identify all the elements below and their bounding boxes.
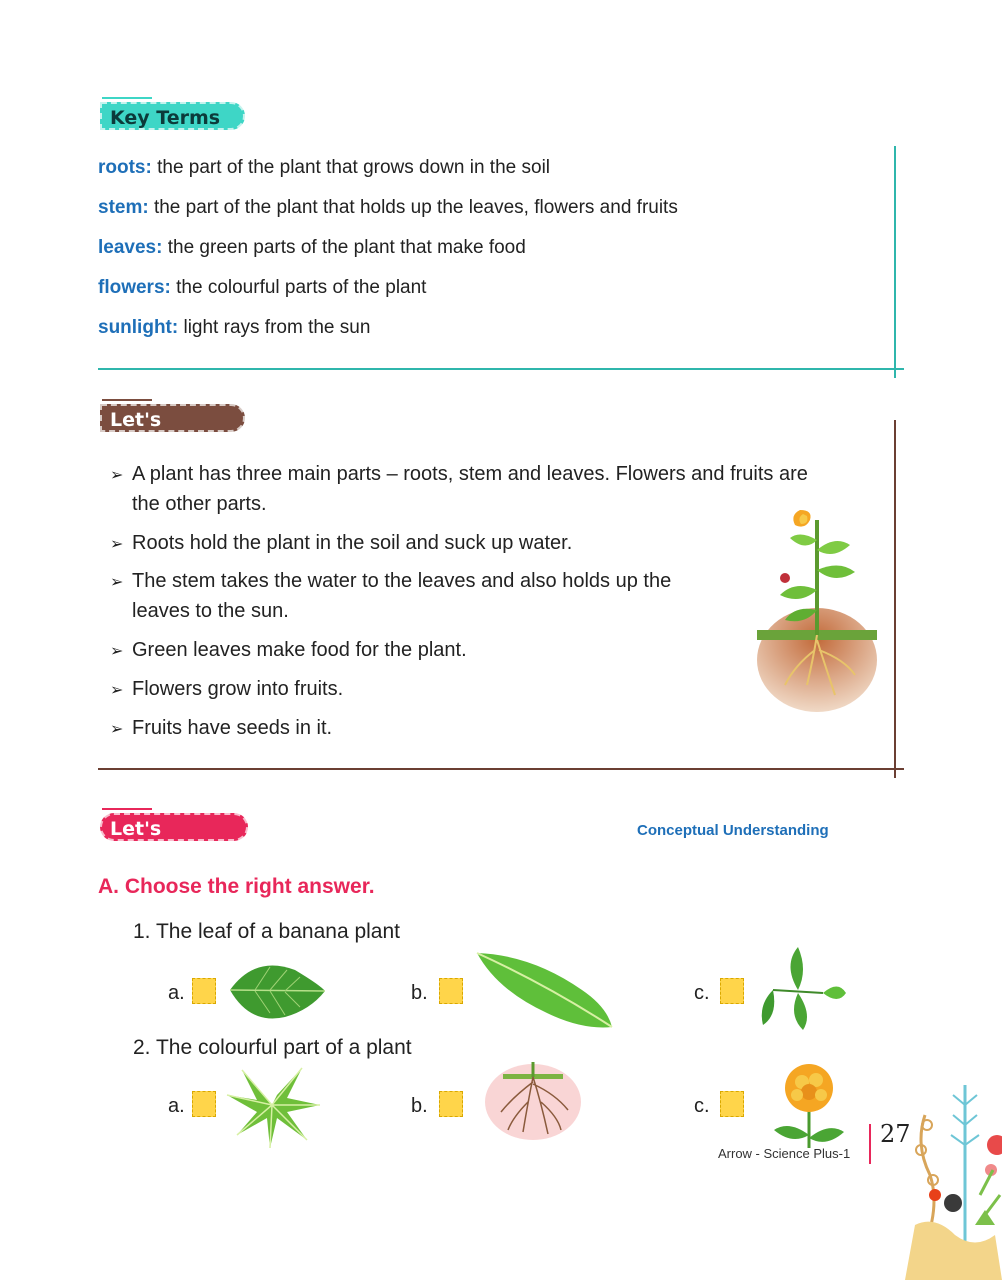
q2-option-a-label: a. — [168, 1095, 185, 1117]
banana-leaf-image — [472, 945, 617, 1035]
arrow-bullet-icon: ➢ — [110, 536, 124, 553]
footer-divider — [869, 1124, 871, 1164]
peepal-leaf-image — [225, 955, 330, 1025]
recall-tab: Let's Recall — [100, 404, 245, 432]
recall-item: ➢ Flowers grow into fruits. — [110, 674, 343, 706]
rose-leaf-image — [753, 945, 848, 1033]
recall-item: ➢ Roots hold the plant in the soil and suck up water. — [110, 528, 572, 560]
key-term-flowers: flowers: the colourful parts of the plant — [98, 277, 427, 298]
arrow-bullet-icon: ➢ — [110, 721, 124, 738]
question-1-text: 1. The leaf of a banana plant — [133, 920, 400, 943]
q1-option-a-label: a. — [168, 982, 185, 1004]
q1-option-b-label: b. — [411, 982, 428, 1004]
q1-option-b-checkbox[interactable] — [439, 978, 463, 1004]
revise-tab: Let's Revise — [100, 813, 248, 841]
plant-illustration — [755, 500, 880, 715]
key-terms-tab: Key Terms — [100, 102, 245, 130]
recall-border-right — [894, 420, 896, 778]
question-heading: A. Choose the right answer. — [98, 875, 375, 898]
recall-item: ➢ Green leaves make food for the plant. — [110, 635, 467, 667]
recall-item: ➢ The stem takes the water to the leaves and also holds up the leaves to the sun. — [110, 570, 672, 622]
q2-option-b-label: b. — [411, 1095, 428, 1117]
q1-option-a-checkbox[interactable] — [192, 978, 216, 1004]
marigold-flower-image — [764, 1060, 854, 1150]
key-term-leaves: leaves: the green parts of the plant that make food — [98, 237, 526, 258]
roots-image — [483, 1062, 583, 1142]
recall-item: ➢ A plant has three main parts – roots, stem and leaves. Flowers and fruits are the other parts. — [110, 463, 808, 515]
key-terms-border-right — [894, 146, 896, 378]
papaya-leaf-image — [222, 1060, 322, 1150]
arrow-bullet-icon: ➢ — [110, 574, 124, 591]
recall-border-bottom — [98, 768, 904, 770]
arrow-bullet-icon: ➢ — [110, 643, 124, 660]
key-term-stem: stem: the part of the plant that holds up the leaves, flowers and fruits — [98, 197, 678, 218]
q2-option-c-label: c. — [694, 1095, 710, 1117]
question-2-text: 2. The colourful part of a plant — [133, 1036, 412, 1059]
q1-option-c-checkbox[interactable] — [720, 978, 744, 1004]
q1-option-c-label: c. — [694, 982, 710, 1004]
arrow-bullet-icon: ➢ — [110, 467, 124, 484]
q2-option-a-checkbox[interactable] — [192, 1091, 216, 1117]
key-term-roots: roots: the part of the plant that grows down in the soil — [98, 157, 551, 178]
recall-item: ➢ Fruits have seeds in it. — [110, 713, 332, 745]
arrow-bullet-icon: ➢ — [110, 682, 124, 699]
page-number: 27 — [880, 1120, 911, 1148]
key-terms-border-bottom — [98, 368, 904, 370]
floral-decoration-image — [905, 1075, 1002, 1280]
conceptual-understanding-label: Conceptual Understanding — [637, 822, 829, 839]
q2-option-b-checkbox[interactable] — [439, 1091, 463, 1117]
key-term-sunlight: sunlight: light rays from the sun — [98, 317, 371, 338]
footer-book-title: Arrow - Science Plus-1 — [718, 1146, 851, 1161]
q2-option-c-checkbox[interactable] — [720, 1091, 744, 1117]
